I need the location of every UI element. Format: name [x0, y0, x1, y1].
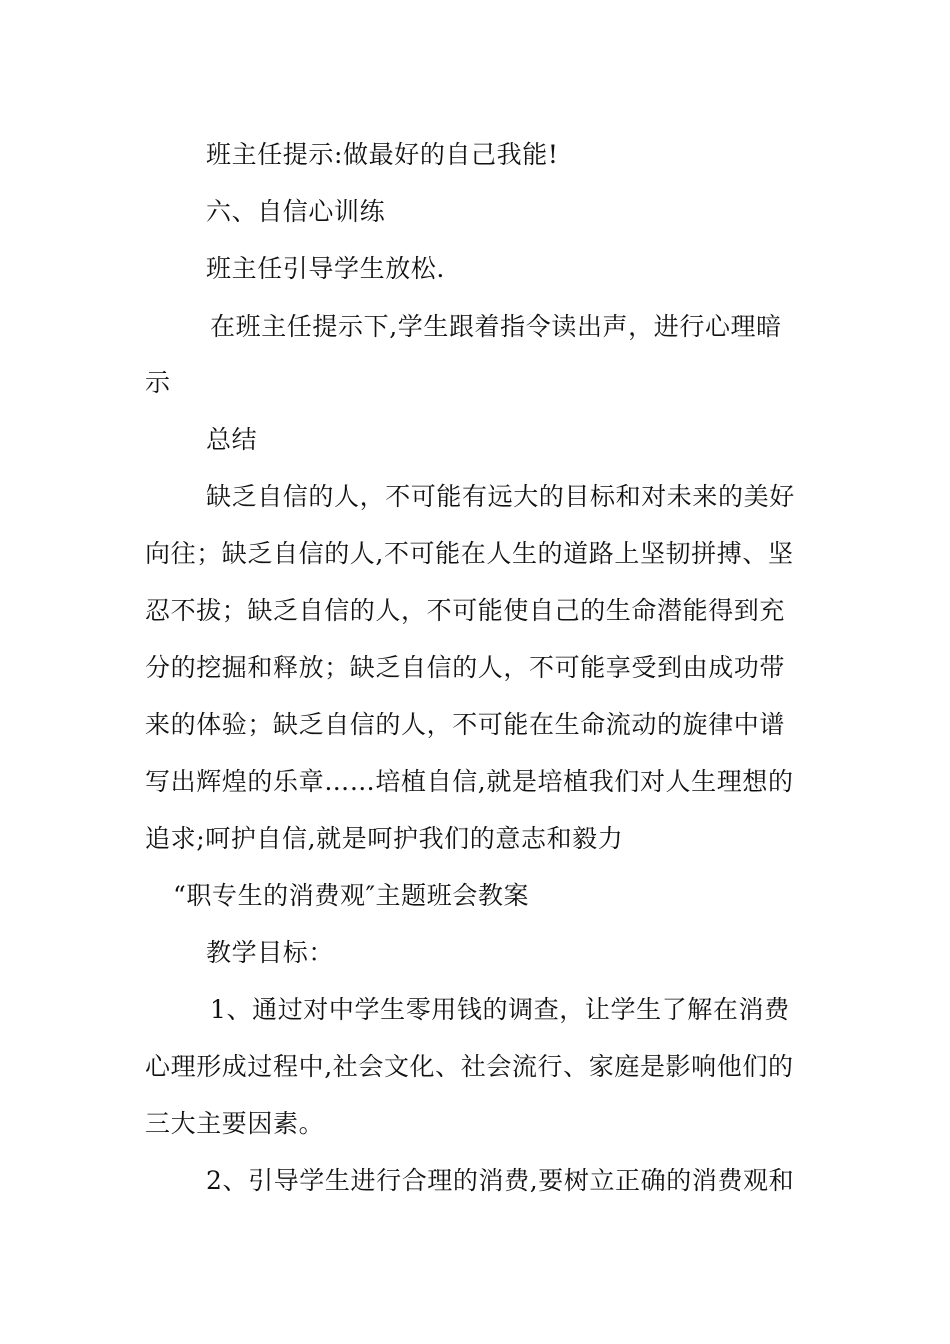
text-line: 2、引导学生进行合理的消费,要树立正确的消费观和	[206, 1166, 795, 1195]
text-line: 心理形成过程中,社会文化、社会流行、家庭是影响他们的	[145, 1052, 794, 1081]
text-line: 分的挖掘和释放；缺乏自信的人，不可能享受到由成功带	[145, 653, 786, 682]
document-title: “职专生的消费观″主题班会教案	[173, 881, 530, 910]
text-line: 班主任提示:做最好的自己我能!	[206, 140, 559, 169]
text-line: 缺乏自信的人，不可能有远大的目标和对未来的美好	[206, 482, 795, 511]
text-line: 写出辉煌的乐章……培植自信,就是培植我们对人生理想的	[145, 767, 794, 796]
text-line: 来的体验；缺乏自信的人，不可能在生命流动的旋律中谱	[145, 710, 786, 739]
text-line: 三大主要因素。	[145, 1109, 325, 1138]
text-line: 向往；缺乏自信的人,不可能在人生的道路上坚韧拼搏、坚	[145, 539, 794, 568]
text-line: 追求;呵护自信,就是呵护我们的意志和毅力	[145, 824, 624, 853]
section-heading: 总结	[206, 425, 258, 454]
text-line: 班主任引导学生放松.	[206, 254, 445, 283]
section-heading: 六、自信心训练	[206, 197, 386, 226]
text-line: 在班主任提示下,学生跟着指令读出声，进行心理暗	[210, 312, 782, 341]
text-line: 1、通过对中学生零用钱的调查，让学生了解在消费	[210, 995, 790, 1024]
text-line: 忍不拔；缺乏自信的人，不可能使自己的生命潜能得到充	[145, 596, 786, 625]
text-line: 示	[145, 368, 171, 397]
section-heading: 教学目标：	[206, 938, 335, 967]
